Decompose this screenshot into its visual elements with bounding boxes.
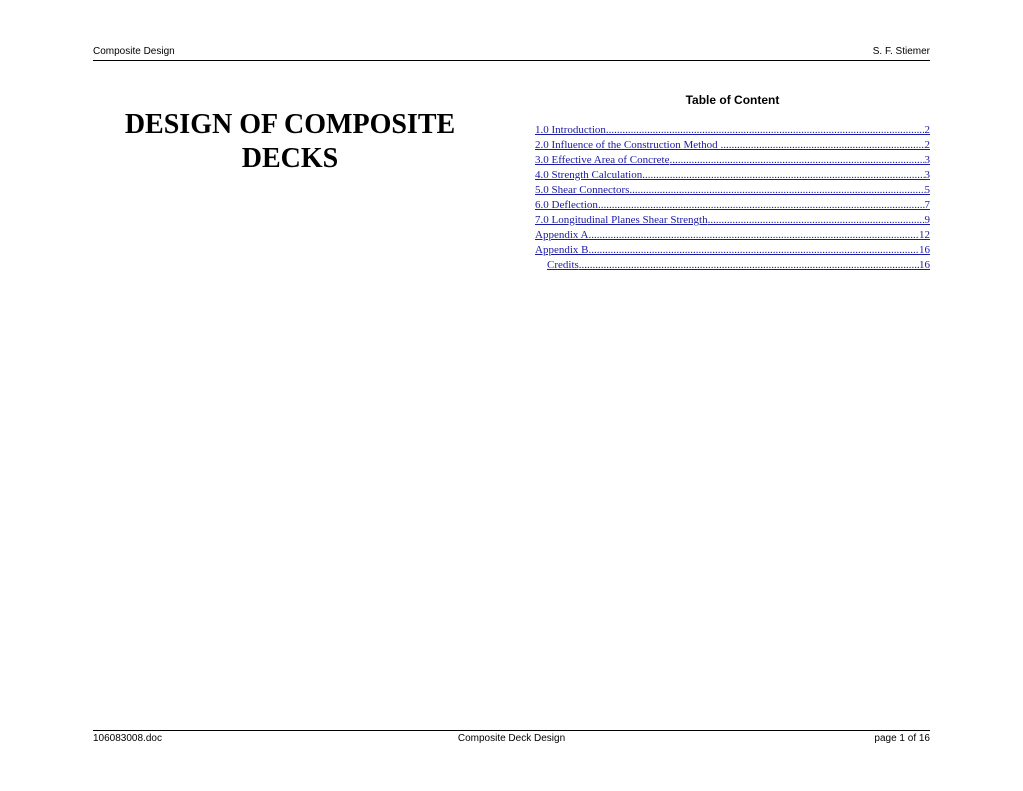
footer-document-name: Composite Deck Design [457, 733, 566, 744]
toc-entry-label: 3.0 Effective Area of Concrete [535, 154, 670, 166]
footer-page-number: page 1 of 16 [874, 733, 930, 744]
toc-entry-page: 7 [924, 199, 930, 211]
toc-entry-page: 2 [924, 124, 930, 136]
toc-entry-label: 6.0 Deflection [535, 199, 598, 211]
toc-heading: Table of Content [685, 93, 780, 107]
document-title-line-2: DECKS [241, 143, 339, 174]
page-footer [93, 730, 930, 747]
toc-dot-leader [670, 153, 925, 168]
toc-entry-label: 1.0 Introduction [535, 124, 606, 136]
toc-entry-label: 7.0 Longitudinal Planes Shear Strength [535, 214, 708, 226]
toc-dot-leader [642, 168, 924, 183]
toc-entry-strength-calculation[interactable] [535, 168, 930, 183]
toc-entry-page: 5 [924, 184, 930, 196]
toc-entry-effective-area[interactable] [535, 153, 930, 168]
toc-entry-appendix-b[interactable] [535, 243, 930, 258]
toc-entry-label: 5.0 Shear Connectors [535, 184, 630, 196]
toc-dot-leader [588, 228, 919, 243]
toc-dot-leader [720, 138, 924, 153]
toc-dot-leader [579, 258, 919, 273]
header-author: S. F. Stiemer [872, 46, 930, 57]
toc-entry-credits[interactable] [535, 258, 930, 273]
toc-entry-label: Appendix B [535, 244, 589, 256]
document-title-line-1: DESIGN OF COMPOSITE [124, 109, 456, 140]
toc-dot-leader [588, 243, 919, 258]
toc-entry-label: 2.0 Influence of the Construction Method [535, 139, 721, 151]
toc-entry-page: 3 [924, 154, 930, 166]
toc-entry-label: Appendix A [535, 229, 589, 241]
toc-entry-longitudinal-shear[interactable] [535, 213, 930, 228]
toc-entry-page: 9 [924, 214, 930, 226]
footer-filename: 106083008.doc [93, 733, 162, 744]
toc-entry-page: 3 [924, 169, 930, 181]
toc-dot-leader [598, 198, 925, 213]
toc-dot-leader [629, 183, 924, 198]
toc-entry-page: 2 [924, 139, 930, 151]
toc-entry-deflection[interactable] [535, 198, 930, 213]
toc-entry-page: 16 [919, 259, 930, 271]
table-of-contents [535, 123, 930, 273]
header-document-title: Composite Design [93, 46, 175, 57]
toc-entry-page: 12 [919, 229, 930, 241]
toc-entry-appendix-a[interactable] [535, 228, 930, 243]
toc-entry-introduction[interactable] [535, 123, 930, 138]
toc-entry-label: Credits [547, 259, 579, 271]
toc-entry-construction-method[interactable] [535, 138, 930, 153]
toc-dot-leader [708, 213, 925, 228]
toc-entry-page: 16 [919, 244, 930, 256]
toc-entry-shear-connectors[interactable] [535, 183, 930, 198]
toc-dot-leader [606, 123, 925, 138]
document-title [100, 108, 480, 176]
toc-entry-label: 4.0 Strength Calculation [535, 169, 643, 181]
page-header [93, 44, 930, 61]
